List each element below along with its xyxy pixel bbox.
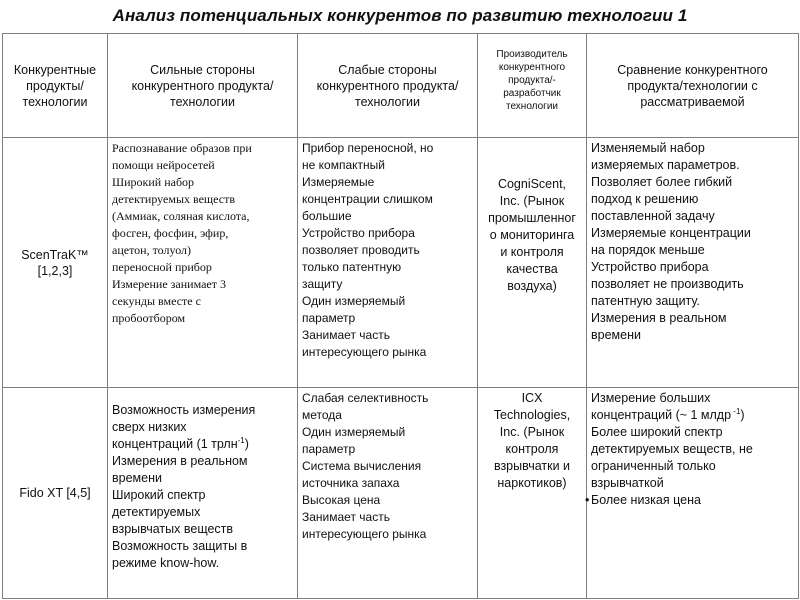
text-line: Система вычисления [302, 459, 422, 473]
page-title: Анализ потенциальных конкурентов по развитию технологии 1 [112, 6, 688, 25]
text-fragment: концентраций (~ 1 млдр [591, 408, 732, 422]
text-line: Один измеряемый [302, 294, 406, 308]
text-line: Высокая цена [302, 493, 381, 507]
superscript: -1 [237, 435, 245, 445]
text-line: на порядок меньше [591, 243, 705, 257]
header-weaknesses: Слабые стороны конкурентного продукта/технологии [298, 34, 478, 138]
text-line: Возможность защиты в [112, 539, 248, 553]
competitor-analysis-table [2, 33, 799, 599]
text-line: режиме know-how. [112, 556, 220, 570]
text-line: большие [302, 209, 352, 223]
text-line: Занимает часть [302, 328, 390, 342]
text-line: воздуха) [507, 279, 557, 293]
text-line: Inc. (Рынок [499, 425, 565, 439]
text-line: только патентную [302, 260, 402, 274]
text-line: не компактный [302, 158, 385, 172]
text-line: поставленной задачу [591, 209, 715, 223]
text-line: сверх низких [112, 420, 187, 434]
text-line: наркотиков) [497, 476, 567, 490]
header-comparison: Сравнение конкурентного продукта/технологии с рассматриваемой [587, 34, 799, 138]
text-line: Измерения в реальном [112, 454, 248, 468]
text-line: ацетон, толуол) [112, 243, 192, 257]
strengths-cell [108, 388, 298, 599]
strengths-cell [108, 138, 298, 388]
text-line: Измерения в реальном [591, 311, 727, 325]
text-line: о мониторинга [489, 228, 575, 242]
text-line: патентную защиту. [591, 294, 700, 308]
text-line: позволяет проводить [302, 243, 420, 257]
comparison-cell [587, 138, 799, 388]
text-line: детектируемых [112, 505, 201, 519]
text-line: взрывчатых веществ [112, 522, 234, 536]
text-line: Измеряемые [302, 175, 375, 189]
text-line: фосген, фосфин, эфир, [112, 226, 229, 240]
text-line: времени [591, 328, 641, 342]
text-line: Прибор переносной, но [302, 141, 434, 155]
text-line: концентрации слишком [302, 192, 433, 206]
text-line: параметр [302, 442, 356, 456]
text-line [591, 407, 794, 424]
text-line: подход к решению [591, 192, 699, 206]
text-line: качества [506, 262, 558, 276]
text-line: взрывчаткой [591, 476, 664, 490]
text-line: Распознавание образов при [112, 141, 252, 155]
table-row [3, 388, 799, 599]
text-line: и контроля [500, 245, 564, 259]
text-line: секунды вместе с [112, 294, 201, 308]
text-fragment: ) [244, 437, 249, 451]
text-line: Изменяемый набор [591, 141, 705, 155]
header-developer: Производитель конкурентного продукта/- разработчик технологии [478, 34, 587, 138]
bullet-item: • Более низкая цена [591, 492, 794, 509]
text-line: Устройство прибора [591, 260, 709, 274]
text-line: Один измеряемый [302, 425, 406, 439]
developer-cell [478, 138, 587, 388]
text-line: Позволяет более гибкий [591, 175, 733, 189]
text-line: (Аммиак, соляная кислота, [112, 209, 250, 223]
text-line: детектируемых веществ, не [591, 442, 753, 456]
text-line: Занимает часть [302, 510, 390, 524]
text-line: промышленног [488, 211, 576, 225]
text-line: Измерение больших [591, 391, 711, 405]
text-line: Измерение занимает 3 [112, 277, 226, 291]
text-line: CogniScent, [497, 177, 567, 191]
text-line: Возможность измерения [112, 403, 256, 417]
product-name: Fido XT [4,5] [3, 388, 108, 599]
text-line: источника запаха [302, 476, 400, 490]
text-line: контроля [505, 442, 559, 456]
table-row [3, 138, 799, 388]
text-line: интересующего рынка [302, 345, 427, 359]
text-line: взрывчатки и [493, 459, 571, 473]
text-line: Устройство прибора [302, 226, 415, 240]
text-line: Широкий спектр [112, 488, 206, 502]
text-line [112, 436, 293, 453]
text-line: Широкий набор [112, 175, 195, 189]
header-products: Конкурентные продукты/ технологии [3, 34, 108, 138]
table-header-row [3, 34, 799, 138]
text-line: метода [302, 408, 342, 422]
text-line: Слабая селективность [302, 391, 429, 405]
comparison-cell [587, 388, 799, 599]
text-line: времени [112, 471, 162, 485]
superscript: -1 [731, 406, 741, 416]
text-line: Technologies, [493, 408, 571, 422]
text-line: измеряемых параметров. [591, 158, 740, 172]
text-line: ICX [521, 391, 543, 405]
weaknesses-cell [298, 388, 478, 599]
text-line: помощи нейросетей [112, 158, 215, 172]
product-name: ScenTraK™ [1,2,3] [3, 138, 108, 388]
text-line: переносной прибор [112, 260, 212, 274]
text-line: Измеряемые концентрации [591, 226, 751, 240]
text-line: ограниченный только [591, 459, 716, 473]
text-line: Inc. (Рынок [499, 194, 565, 208]
developer-cell [478, 388, 587, 599]
text-line: позволяет не производить [591, 277, 744, 291]
text-line: интересующего рынка [302, 527, 427, 541]
text-line: параметр [302, 311, 356, 325]
header-strengths: Сильные стороны конкурентного продукта/технологии [108, 34, 298, 138]
weaknesses-cell [298, 138, 478, 388]
text-fragment: ) [740, 408, 745, 422]
text-line: детектируемых веществ [112, 192, 236, 206]
text-line: пробоотбором [112, 311, 186, 325]
text-line: защиту [302, 277, 343, 291]
text-fragment: концентраций (1 трлн [112, 437, 238, 451]
text-line: Более широкий спектр [591, 425, 723, 439]
